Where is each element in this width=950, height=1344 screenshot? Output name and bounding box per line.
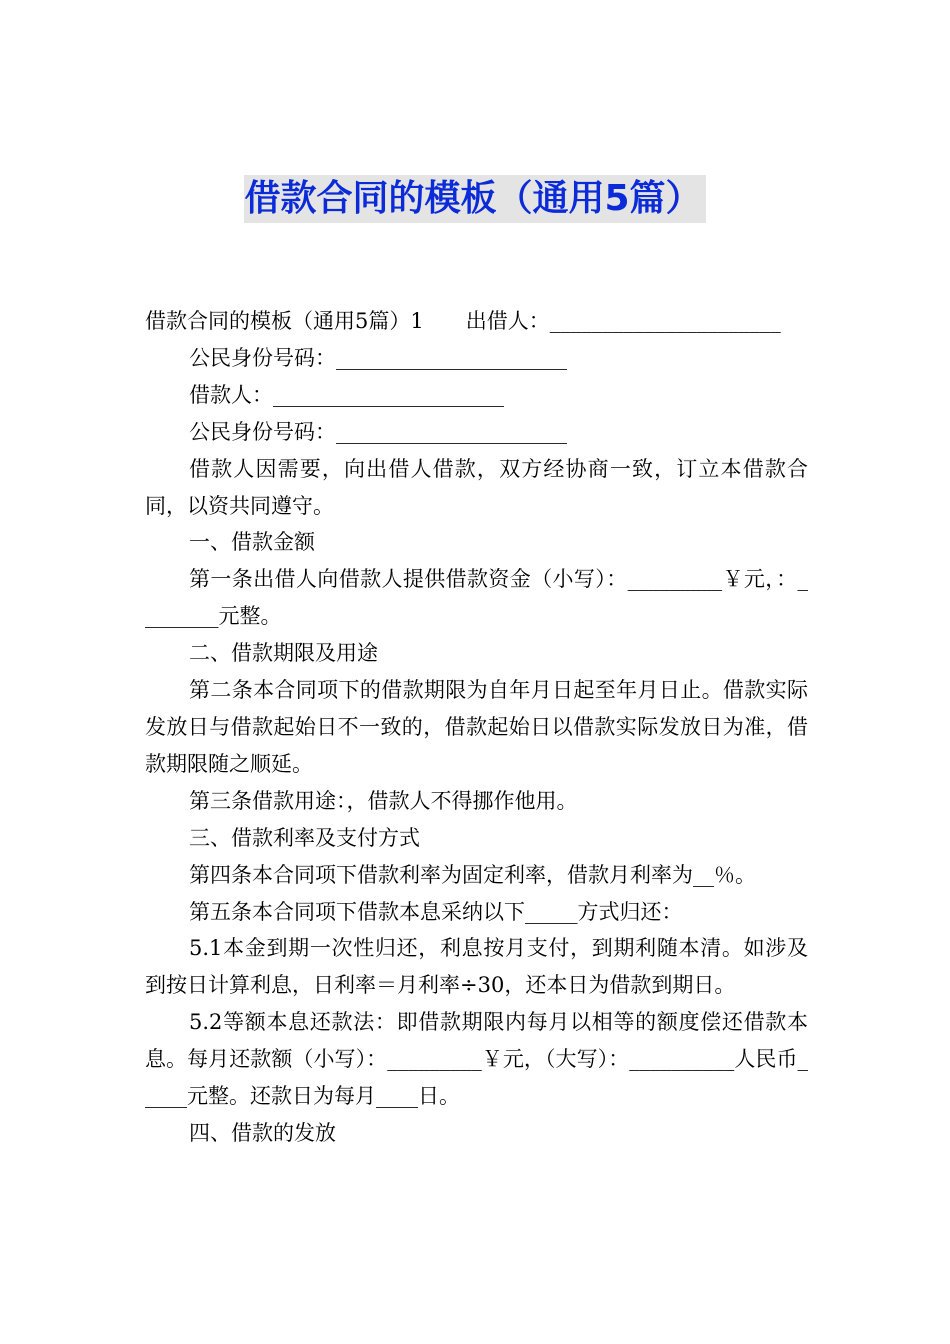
title-wrapper — [0, 175, 950, 223]
section-heading-interest: 三、借款利率及支付方式 — [189, 825, 420, 850]
paragraph-lender-id: 公民身份号码：______________________ — [189, 345, 567, 370]
paragraph-article-3: 第三条借款用途：，借款人不得挪作他用。 — [189, 788, 578, 813]
paragraph-article-4: 第四条本合同项下借款利率为固定利率，借款月利率为__％。 — [189, 862, 756, 887]
paragraph-borrower: 借款人：______________________ — [189, 382, 504, 407]
paragraph-borrower-id: 公民身份号码：______________________ — [189, 419, 567, 444]
document-body — [145, 303, 808, 1152]
paragraph-clause-5-2: 5.2等额本息还款法：即借款期限内每月以相等的额度偿还借款本息。每月还款额（小写）：_________￥元，（大写）：__________人民币_____元整。还款日为每月____日。 — [145, 1010, 808, 1109]
paragraph-preamble: 借款人因需要，向出借人借款，双方经协商一致，订立本借款合同，以资共同遵守。 — [145, 456, 808, 518]
section-heading-term: 二、借款期限及用途 — [189, 641, 378, 666]
document-title: 借款合同的模板（通用5篇） — [244, 175, 705, 223]
section-heading-amount: 一、借款金额 — [189, 530, 315, 555]
paragraph-clause-5-1: 5.1本金到期一次性归还，利息按月支付，到期利随本清。如涉及到按日计算利息，日利率＝月利率÷30，还本日为借款到期日。 — [145, 936, 808, 998]
paragraph-article-2: 第二条本合同项下的借款期限为自年月日起至年月日止。借款实际发放日与借款起始日不一致的，借款起始日以借款实际发放日为准，借款期限随之顺延。 — [145, 678, 808, 776]
section-heading-disbursement: 四、借款的发放 — [189, 1120, 336, 1145]
paragraph-article-5: 第五条本合同项下借款本息采纳以下_____方式归还： — [189, 899, 683, 924]
paragraph-intro: 借款合同的模板（通用5篇）1 出借人：______________________ — [145, 309, 781, 333]
paragraph-article-1: 第一条出借人向借款人提供借款资金（小写）：_________￥元，：________元整。 — [145, 567, 808, 629]
